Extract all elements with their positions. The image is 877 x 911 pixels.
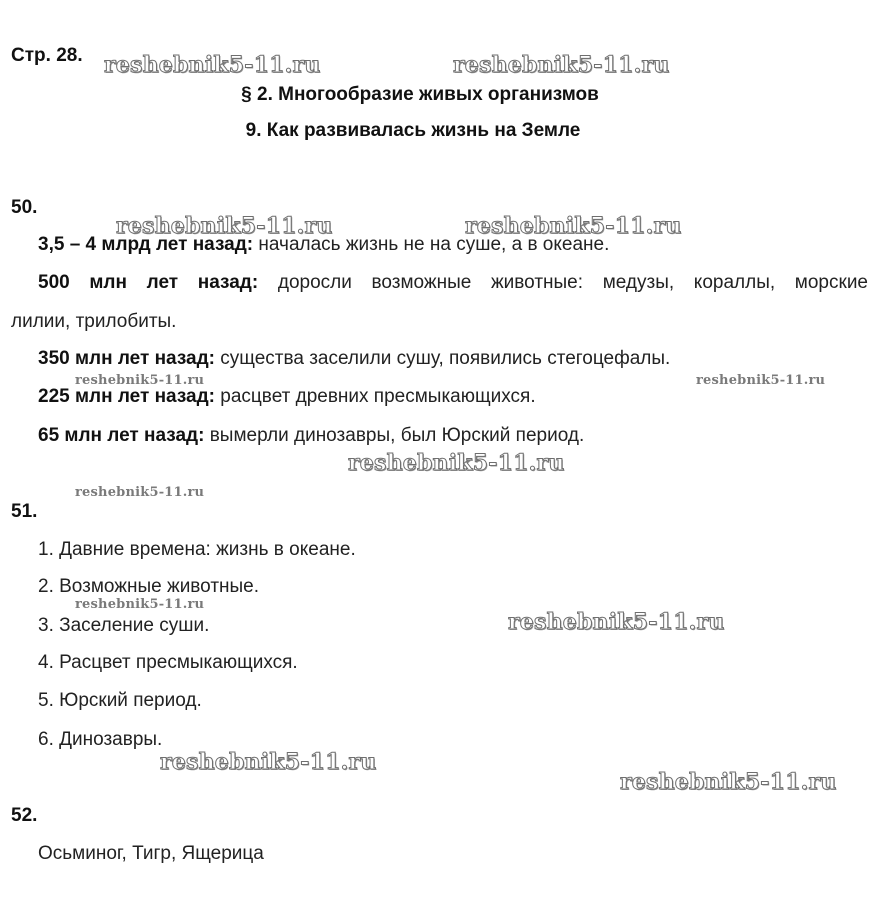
task-51-item-2: 2. Возможные животные.	[38, 576, 260, 597]
task-50-item-5	[38, 425, 584, 447]
watermark: reshebnik5-11.ru	[453, 52, 670, 78]
watermark: reshebnik5-11.ru	[116, 213, 333, 239]
task-50-item-1-text: началась жизнь не на суше, а в океане.	[253, 234, 610, 255]
task-50-number: 50.	[11, 197, 38, 218]
task-50-item-4	[38, 386, 536, 408]
task-51-item-1: 1. Давние времена: жизнь в океане.	[38, 539, 356, 560]
watermark: reshebnik5-11.ru	[75, 597, 205, 612]
watermark: reshebnik5-11.ru	[465, 213, 682, 239]
page-number: Стр. 28.	[11, 45, 83, 66]
section-title: § 2. Многообразие живых организмов	[241, 84, 599, 105]
task-50-item-3	[38, 348, 670, 370]
task-50-item-2-era: 500 млн лет назад:	[38, 272, 259, 293]
task-50-item-2	[38, 272, 868, 294]
task-50-item-2-text: доросли возможные животные: медузы, кораллы, морские	[258, 272, 868, 293]
task-51-item-6: 6. Динозавры.	[38, 729, 163, 750]
task-50-item-5-era: 65 млн лет назад:	[38, 425, 205, 446]
task-50-item-4-text: расцвет древних пресмыкающихся.	[215, 386, 536, 407]
task-50-item-4-era: 225 млн лет назад:	[38, 386, 216, 407]
task-51-item-3: 3. Заселение суши.	[38, 615, 210, 636]
task-51-number: 51.	[11, 501, 38, 522]
watermark: reshebnik5-11.ru	[620, 769, 837, 795]
task-51-item-5: 5. Юрский период.	[38, 690, 202, 711]
task-52-number: 52.	[11, 805, 38, 826]
task-50-item-1-era: 3,5 – 4 млрд лет назад:	[38, 234, 254, 255]
task-50-item-3-era: 350 млн лет назад:	[38, 348, 216, 369]
watermark: reshebnik5-11.ru	[75, 373, 205, 388]
watermark: reshebnik5-11.ru	[508, 609, 725, 635]
task-50-item-2-continuation: лилии, трилобиты.	[11, 311, 177, 332]
watermark: reshebnik5-11.ru	[75, 485, 205, 500]
watermark: reshebnik5-11.ru	[160, 749, 377, 775]
watermark: reshebnik5-11.ru	[104, 52, 321, 78]
task-51-item-4: 4. Расцвет пресмыкающихся.	[38, 652, 298, 673]
watermark: reshebnik5-11.ru	[348, 450, 565, 476]
task-50-item-5-text: вымерли динозавры, был Юрский период.	[204, 425, 585, 446]
task-50-item-3-text: существа заселили сушу, появились стегоцефалы.	[215, 348, 671, 369]
topic-title: 9. Как развивалась жизнь на Земле	[245, 120, 581, 141]
watermark: reshebnik5-11.ru	[696, 373, 826, 388]
task-52-answer: Осьминог, Тигр, Ящерица	[38, 843, 264, 864]
